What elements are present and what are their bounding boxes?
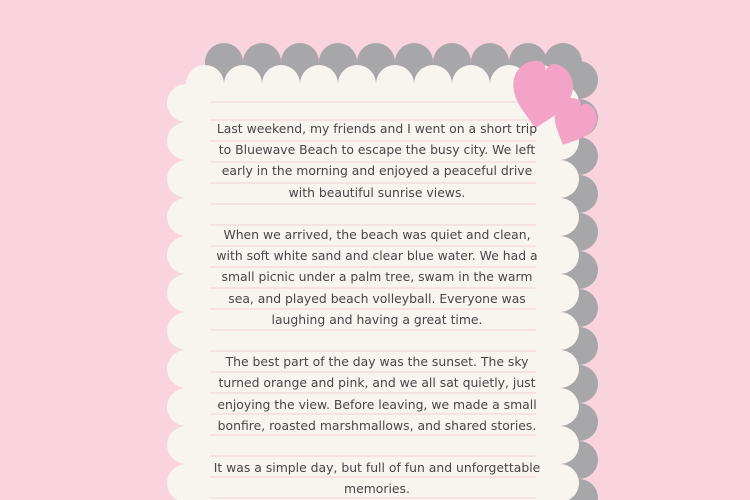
note-body bbox=[212, 118, 542, 500]
note-paragraph: Last weekend, my friends and I went on a short trip to Bluewave Beach to escape the busy city. We left early in the morning and enjoyed a peaceful drive with beautiful sunrise views. bbox=[216, 121, 538, 200]
note-paragraph: It was a simple day, but full of fun and unforgettable memories. bbox=[213, 460, 541, 497]
note-paragraph: When we arrived, the beach was quiet and clean, with soft white sand and clear blue water. We had a small picnic under a palm tree, swam in the warm sea, and played beach volleyball. Everyone was laughing and having a great time. bbox=[216, 227, 538, 327]
note-paragraph: The best part of the day was the sunset. The sky turned orange and pink, and we all sat quietly, just enjoying the view. Before leaving, we made a small bonfire, roasted marshmallows, and shared stories. bbox=[217, 354, 537, 433]
